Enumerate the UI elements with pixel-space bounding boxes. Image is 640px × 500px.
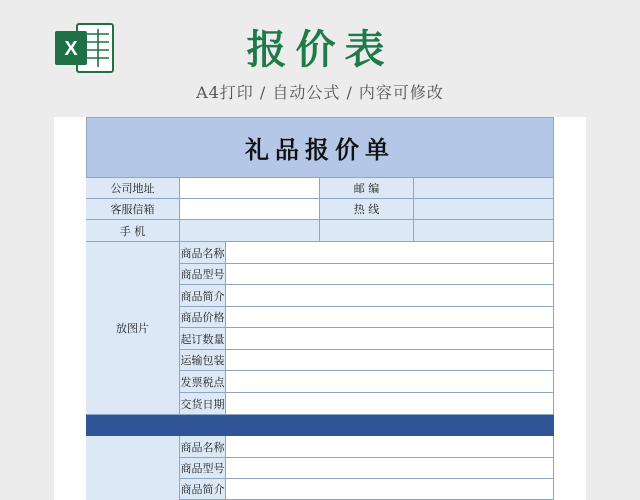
field-input[interactable] [226, 328, 554, 350]
field-label: 起订数量 [180, 328, 226, 350]
field-input[interactable] [226, 479, 554, 500]
field-label: 商品简介 [180, 285, 226, 307]
field-input[interactable] [226, 264, 554, 285]
field-label: 商品价格 [180, 307, 226, 328]
service-email-label: 客服信箱 [86, 199, 180, 220]
field-input[interactable] [226, 436, 554, 458]
field-input[interactable] [226, 393, 554, 415]
field-label: 商品名称 [180, 242, 226, 264]
field-label: 商品名称 [180, 436, 226, 458]
mobile-field[interactable] [180, 220, 320, 242]
excel-logo-letter: X [64, 38, 78, 60]
field-input[interactable] [226, 242, 554, 264]
extra-label [320, 220, 414, 242]
form-title: 礼品报价单 [86, 117, 554, 178]
company-address-label: 公司地址 [86, 178, 180, 199]
field-label: 运输包装 [180, 350, 226, 371]
field-input[interactable] [226, 285, 554, 307]
field-label: 交货日期 [180, 393, 226, 415]
hotline-field[interactable] [414, 199, 554, 220]
field-input[interactable] [226, 307, 554, 328]
page-subtitle: A4打印 / 自动公式 / 内容可修改 [196, 83, 444, 102]
postcode-label: 邮 编 [320, 178, 414, 199]
image-placeholder[interactable] [86, 436, 180, 500]
service-email-field[interactable] [180, 199, 320, 220]
field-input[interactable] [226, 458, 554, 479]
section-divider [86, 415, 554, 436]
field-label: 商品简介 [180, 479, 226, 500]
field-input[interactable] [226, 371, 554, 393]
field-label: 发票税点 [180, 371, 226, 393]
extra-field[interactable] [414, 220, 554, 242]
field-input[interactable] [226, 350, 554, 371]
page-title: 报价表 [246, 26, 394, 73]
company-address-field[interactable] [180, 178, 320, 199]
field-label: 商品型号 [180, 264, 226, 285]
mobile-label: 手 机 [86, 220, 180, 242]
field-label: 商品型号 [180, 458, 226, 479]
image-placeholder[interactable]: 放图片 [86, 242, 180, 415]
hotline-label: 热 线 [320, 199, 414, 220]
postcode-field[interactable] [414, 178, 554, 199]
